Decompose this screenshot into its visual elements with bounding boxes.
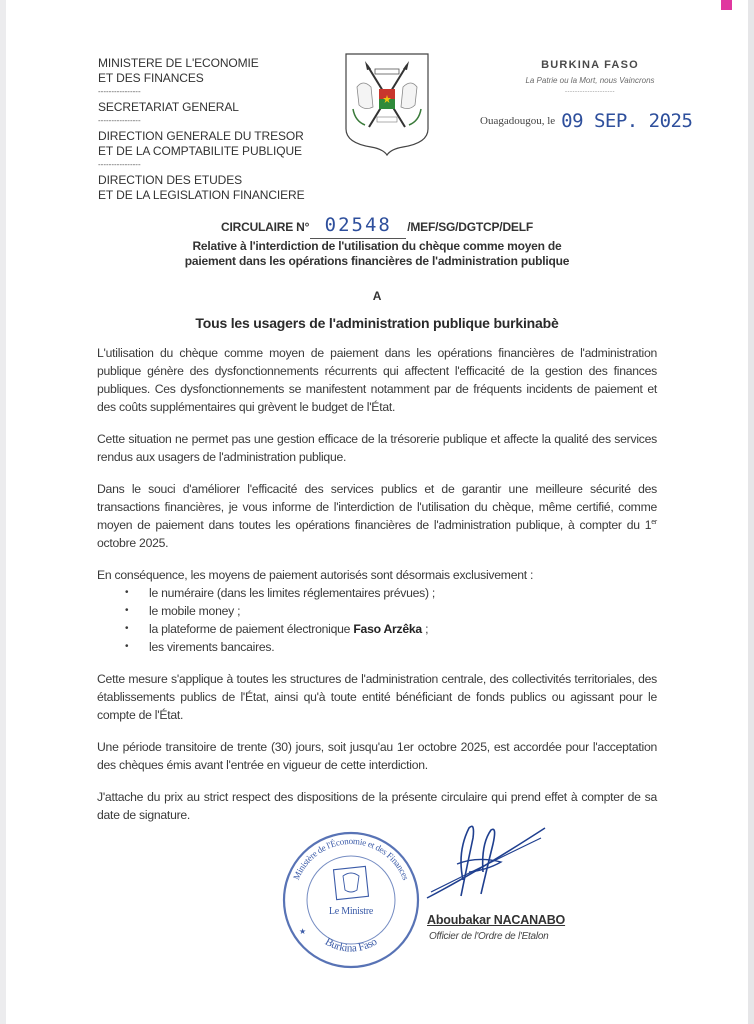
separator: ----------------	[98, 116, 141, 125]
ministry-line-2: ET DES FINANCES	[98, 71, 204, 85]
circulaire-label: CIRCULAIRE N°	[221, 220, 310, 234]
item-text: la plateforme de paiement électronique	[149, 622, 354, 636]
star-icon: ★	[299, 927, 306, 936]
coat-of-arms-icon	[343, 51, 431, 157]
direction-generale-line-1: DIRECTION GENERALE DU TRESOR	[98, 129, 304, 143]
faso-arzeka-name: Faso Arzêka	[353, 622, 422, 636]
paragraph-situation: Cette situation ne permet pas une gestion efficace de la trésorerie publique et affecte la qualité des services rendus aux usagers de l'administration publique.	[97, 432, 657, 464]
addressee-prefix: A	[372, 289, 382, 303]
subject-line-1: Relative à l'interdiction de l'utilisation du chèque comme moyen de	[192, 239, 562, 253]
number-blank-line	[310, 214, 406, 239]
seal-ring-bottom-text: Burkina Faso	[322, 935, 380, 955]
bookmark-tab	[721, 0, 732, 10]
place-and-date	[470, 110, 710, 132]
circulaire-reference: /MEF/SG/DGTCP/DELF	[407, 220, 533, 234]
list-item	[149, 620, 657, 638]
seal-ring-top-text: Ministère de l'Économie et des Finances	[291, 835, 411, 882]
secretariat-name: SECRETARIAT GENERAL	[98, 100, 239, 114]
signature-area	[97, 828, 657, 978]
issuing-authority-block	[98, 56, 328, 203]
item-text: ;	[421, 622, 429, 636]
circulaire-number-line	[97, 214, 657, 239]
payment-means-section	[97, 566, 657, 656]
direction-line-2: ET DE LA LEGISLATION FINANCIERE	[98, 188, 305, 202]
payment-means-intro: En conséquence, les moyens de paiement autorisés sont désormais exclusivement :	[97, 568, 534, 582]
payment-means-list	[97, 584, 657, 656]
ministry-seal-icon	[281, 830, 421, 970]
direction-generale-name	[98, 129, 328, 159]
country-name: BURKINA FASO	[541, 59, 639, 71]
circulaire-heading	[97, 214, 657, 269]
direction-line-1: DIRECTION DES ETUDES	[98, 173, 243, 187]
direction-name	[98, 173, 328, 203]
circulaire-number-stamp: 02548	[324, 214, 392, 236]
page-right-edge	[748, 0, 754, 1024]
signatory-name: Aboubakar NACANABO	[427, 913, 566, 927]
subject-line-2: paiement dans les opérations financières de l'administration publique	[184, 254, 570, 268]
handwritten-signature-icon	[417, 816, 557, 908]
city-label: Ouagadougou, le	[480, 115, 556, 127]
ordinal-suffix: er	[651, 518, 657, 526]
signatory-title: Officier de l'Ordre de l'Etalon	[429, 931, 549, 942]
country-header	[470, 58, 710, 132]
document-body	[97, 214, 657, 978]
separator: ----------------	[98, 160, 141, 169]
decision-date: octobre 2025.	[97, 536, 169, 550]
paragraph-closing: J'attache du prix au strict respect des dispositions de la présente circulaire qui prend effet à compter de sa date de signature.	[97, 790, 657, 822]
paragraph-context: L'utilisation du chèque comme moyen de paiement dans les opérations financières de l'administration publique génère des dysfonctionnements récurrents qui affectent l'efficacité de la gestion des finances publiques. Ces dysfonctionnements se manifestent notamment par de fréquents incidents de paiement et des coûts supplémentaires qui grèvent le budget de l'État.	[97, 346, 657, 414]
list-item: • le numéraire (dans les limites réglementaires prévues) ;	[149, 584, 657, 602]
paragraph-decision	[97, 480, 657, 552]
list-item: • le mobile money ;	[149, 602, 657, 620]
signatory-block	[427, 912, 565, 943]
decision-text: Dans le souci d'améliorer l'efficacité des services publics et de garantir une meilleure sécurité des transactions financières, je vous informe de l'interdiction de l'utilisation du chèque, même certifié, comme moyen de paiement dans toutes les opérations financières de l'administration publique, à compter du 1	[97, 482, 657, 532]
direction-generale-line-2: ET DE LA COMPTABILITE PUBLIQUE	[98, 144, 302, 158]
ministry-line-1: MINISTERE DE L'ECONOMIE	[98, 56, 259, 70]
paragraph-scope: Cette mesure s'applique à toutes les structures de l'administration centrale, des collectivités territoriales, des établissements publics de l'État, ainsi qu'à toute entité bénéficiant de fonds publics ou agissant pour le compte de l'État.	[97, 672, 657, 722]
date-stamp: 09 SEP. 2025	[561, 110, 693, 132]
list-item: • les virements bancaires.	[149, 638, 657, 656]
separator: --------------------	[565, 89, 615, 95]
national-motto: La Patrie ou la Mort, nous Vaincrons	[525, 76, 655, 85]
ministry-name	[98, 56, 328, 86]
paragraph-transition: Une période transitoire de trente (30) jours, soit jusqu'au 1er octobre 2025, est accordée pour l'acceptation des chèques émis avant l'entrée en vigueur de cette interdiction.	[97, 740, 657, 772]
addressee-title: Tous les usagers de l'administration publique burkinabè	[195, 315, 559, 331]
separator: ----------------	[98, 87, 141, 96]
seal-center-text: Le Ministre	[328, 906, 374, 917]
